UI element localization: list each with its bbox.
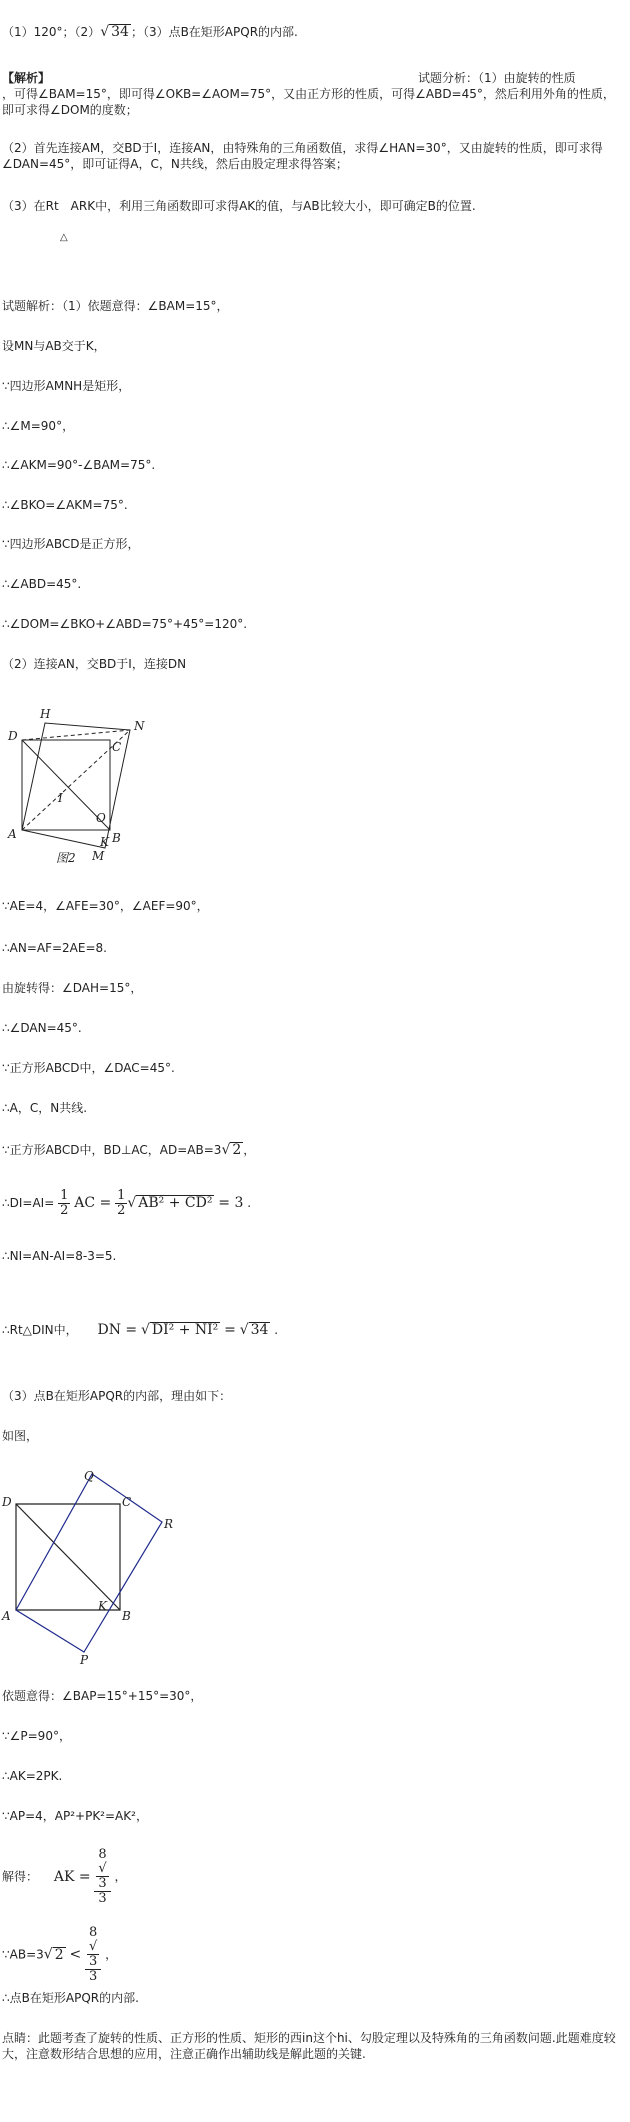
solution-line-10: （2）连接AN，交BD于I，连接DN bbox=[2, 657, 187, 671]
label-m: M bbox=[92, 849, 105, 863]
solution-line-23: 依题意得：∠BAP=15°+15°=30°， bbox=[2, 1689, 203, 1703]
s20-sqrt2-symbol: √ bbox=[239, 1322, 249, 1338]
solution-line-8: ∴∠ABD=45°. bbox=[2, 577, 82, 591]
s28-less-than: < bbox=[69, 1946, 82, 1963]
solution-line-4: ∴∠M=90°， bbox=[2, 419, 75, 433]
s20-lhs: DN = bbox=[97, 1322, 138, 1338]
analysis-part3: （3）在Rt ARK中，利用三角函数即可求得AK的值，与AB比较大小，即可确定B的位置. bbox=[2, 199, 476, 213]
solution-line-11: ∵AE=4，∠AFE=30°，∠AEF=90°， bbox=[2, 899, 209, 913]
label-b: B bbox=[122, 1609, 131, 1623]
s17-sqrt: 2 bbox=[232, 1142, 242, 1158]
s17-sqrt-symbol: √ bbox=[221, 1142, 231, 1158]
label-i: I bbox=[58, 791, 63, 805]
analysis-part1: ，可得∠BAM=15°，即可得∠OKB=∠AOM=75°，又由正方形的性质，可得∠ABD=45°，然后利用外角的性质，即可求得∠DOM的度数； bbox=[2, 87, 615, 117]
s27-num-sqrt: 3 bbox=[98, 1876, 107, 1891]
s18-fraction-2 bbox=[115, 1189, 127, 1218]
answer-prefix: （1）120°；（2） bbox=[2, 25, 101, 39]
s18-fraction bbox=[58, 1189, 70, 1218]
answer-sqrt: 34 bbox=[111, 24, 129, 40]
answer-sqrt-symbol: √ bbox=[100, 24, 110, 40]
s20-text: ∴Rt△DIN中， bbox=[2, 1323, 78, 1337]
s27-fraction bbox=[94, 1848, 110, 1906]
solution-line-26: ∵AP=4，AP²+PK²=AK²， bbox=[2, 1809, 148, 1823]
remark: 点睛：此题考查了旋转的性质、正方形的性质、矩形的西in这个hi、勾股定理以及特殊角的三角函数问题.此题难度较大，注意数形结合思想的应用，注意正确作出辅助线是解此题的关键. bbox=[2, 2031, 616, 2061]
diagonal-db bbox=[16, 1504, 120, 1610]
answer-line bbox=[2, 24, 298, 40]
s28-frac-den: 3 bbox=[89, 1969, 98, 1984]
s17-end: ， bbox=[243, 1143, 256, 1157]
s18-result: = 3 bbox=[218, 1195, 244, 1211]
dashed-line-dn bbox=[22, 730, 130, 740]
rectangle-apqr bbox=[16, 1474, 162, 1652]
s18-frac2-den: 2 bbox=[117, 1203, 126, 1218]
solution-line-6: ∴∠BKO=∠AKM=75°. bbox=[2, 498, 128, 512]
solution-line-29: ∴点B在矩形APQR的内部. bbox=[2, 1991, 139, 2005]
s20-sqrt2: 34 bbox=[250, 1322, 269, 1338]
solution-line-3: ∵四边形AMNH是矩形， bbox=[2, 379, 131, 393]
label-c: C bbox=[122, 1495, 132, 1509]
s18-ac: AC = bbox=[74, 1195, 112, 1211]
s27-end: ， bbox=[114, 1869, 127, 1884]
label-b: B bbox=[112, 831, 121, 845]
solution-line-19: ∴NI=AN-AI=8-3=5. bbox=[2, 1249, 117, 1263]
label-n: N bbox=[134, 719, 145, 733]
s18-text: ∴DI=AI= bbox=[2, 1196, 55, 1210]
s28-end: ， bbox=[105, 1947, 118, 1962]
s28-text: ∵AB=3 bbox=[2, 1947, 44, 1962]
analysis-intro: 试题分析：（1）由旋转的性质 bbox=[418, 71, 576, 85]
s20-sqrt1: DI² + NI² bbox=[151, 1322, 219, 1338]
solution-line-13: 由旋转得：∠DAH=15°， bbox=[2, 981, 143, 995]
answer-suffix: ；（3）点B在矩形APQR的内部. bbox=[130, 25, 298, 39]
label-a: A bbox=[8, 827, 17, 841]
label-q: Q bbox=[84, 1469, 94, 1483]
solution-line-17 bbox=[2, 1142, 255, 1158]
s28-sqrt-symbol: √ bbox=[43, 1946, 53, 1963]
solution-line-1: 试题解析：（1）依题意得：∠BAM=15°， bbox=[2, 299, 229, 313]
solution-line-5: ∴∠AKM=90°-∠BAM=75°. bbox=[2, 458, 156, 472]
s20-eq: = bbox=[224, 1322, 236, 1338]
s27-lhs: AK = bbox=[53, 1868, 91, 1885]
s18-frac-den: 2 bbox=[60, 1203, 69, 1218]
solution-line-14: ∴∠DAN=45°. bbox=[2, 1021, 82, 1035]
label-r: R bbox=[164, 1517, 174, 1531]
s27-frac-den: 3 bbox=[98, 1891, 107, 1906]
s27-frac-num: 8 √ 3 bbox=[94, 1848, 110, 1892]
s27-num-coef: 8 bbox=[98, 1847, 107, 1862]
solution-line-7: ∵四边形ABCD是正方形， bbox=[2, 537, 140, 551]
solution-line-24: ∵∠P=90°， bbox=[2, 1729, 71, 1743]
s27-text: 解得： bbox=[2, 1869, 39, 1884]
solution-line-18 bbox=[2, 1188, 251, 1218]
solution-line-15: ∵正方形ABCD中，∠DAC=45°. bbox=[2, 1061, 175, 1075]
label-h: H bbox=[40, 707, 51, 721]
label-k: K bbox=[100, 835, 109, 849]
label-k: K bbox=[98, 1599, 107, 1613]
solution-line-27 bbox=[2, 1848, 127, 1906]
s18-tail: . bbox=[247, 1196, 252, 1210]
s28-fraction bbox=[85, 1926, 101, 1984]
solution-line-22: 如图， bbox=[2, 1429, 39, 1443]
analysis-label: 【解析】 bbox=[2, 71, 51, 85]
solution-line-28 bbox=[2, 1926, 117, 1984]
s28-frac-num: 8 √ 3 bbox=[85, 1926, 101, 1970]
label-d: D bbox=[2, 1495, 12, 1509]
s18-sqrt-symbol: √ bbox=[127, 1195, 137, 1211]
delta-symbol: △ bbox=[60, 232, 68, 243]
solution-line-12: ∴AN=AF=2AE=8. bbox=[2, 941, 107, 955]
s28-sqrt: 2 bbox=[54, 1946, 64, 1963]
s20-sqrt1-symbol: √ bbox=[140, 1322, 150, 1338]
s28-num-coef: 8 bbox=[89, 1925, 98, 1940]
label-p: P bbox=[80, 1653, 89, 1667]
figure-2-caption: 图2 bbox=[56, 851, 76, 865]
figure-3 bbox=[0, 1462, 190, 1672]
solution-line-20 bbox=[2, 1322, 278, 1338]
s18-frac-num: 1 bbox=[60, 1188, 69, 1203]
s20-end: . bbox=[274, 1323, 279, 1337]
label-a: A bbox=[2, 1609, 11, 1623]
label-c: C bbox=[112, 740, 122, 754]
analysis-part2: （2）首先连接AM，交BD于I，连接AN，由特殊角的三角函数值，求得∠HAN=30°，又由旋转的性质，即可求得∠DAN=45°，即可证得A，C，N共线，然后由股定理求得答案； bbox=[2, 141, 603, 171]
s18-sqrt: AB² + CD² bbox=[138, 1195, 213, 1211]
solution-line-25: ∴AK=2PK. bbox=[2, 1769, 63, 1783]
label-o: O bbox=[96, 811, 106, 825]
solution-line-16: ∴A，C，N共线. bbox=[2, 1101, 88, 1115]
figure-2 bbox=[0, 690, 170, 880]
solution-line-2: 设MN与AB交于K， bbox=[2, 339, 106, 353]
label-d: D bbox=[8, 729, 18, 743]
s18-frac2-num: 1 bbox=[117, 1188, 126, 1203]
solution-line-21: （3）点B在矩形APQR的内部，理由如下： bbox=[2, 1389, 232, 1403]
s28-num-sqrt: 3 bbox=[89, 1954, 98, 1969]
solution-line-9: ∴∠DOM=∠BKO+∠ABD=75°+45°=120°. bbox=[2, 617, 248, 631]
s17-text: ∵正方形ABCD中，BD⊥AC，AD=AB=3 bbox=[2, 1143, 222, 1157]
